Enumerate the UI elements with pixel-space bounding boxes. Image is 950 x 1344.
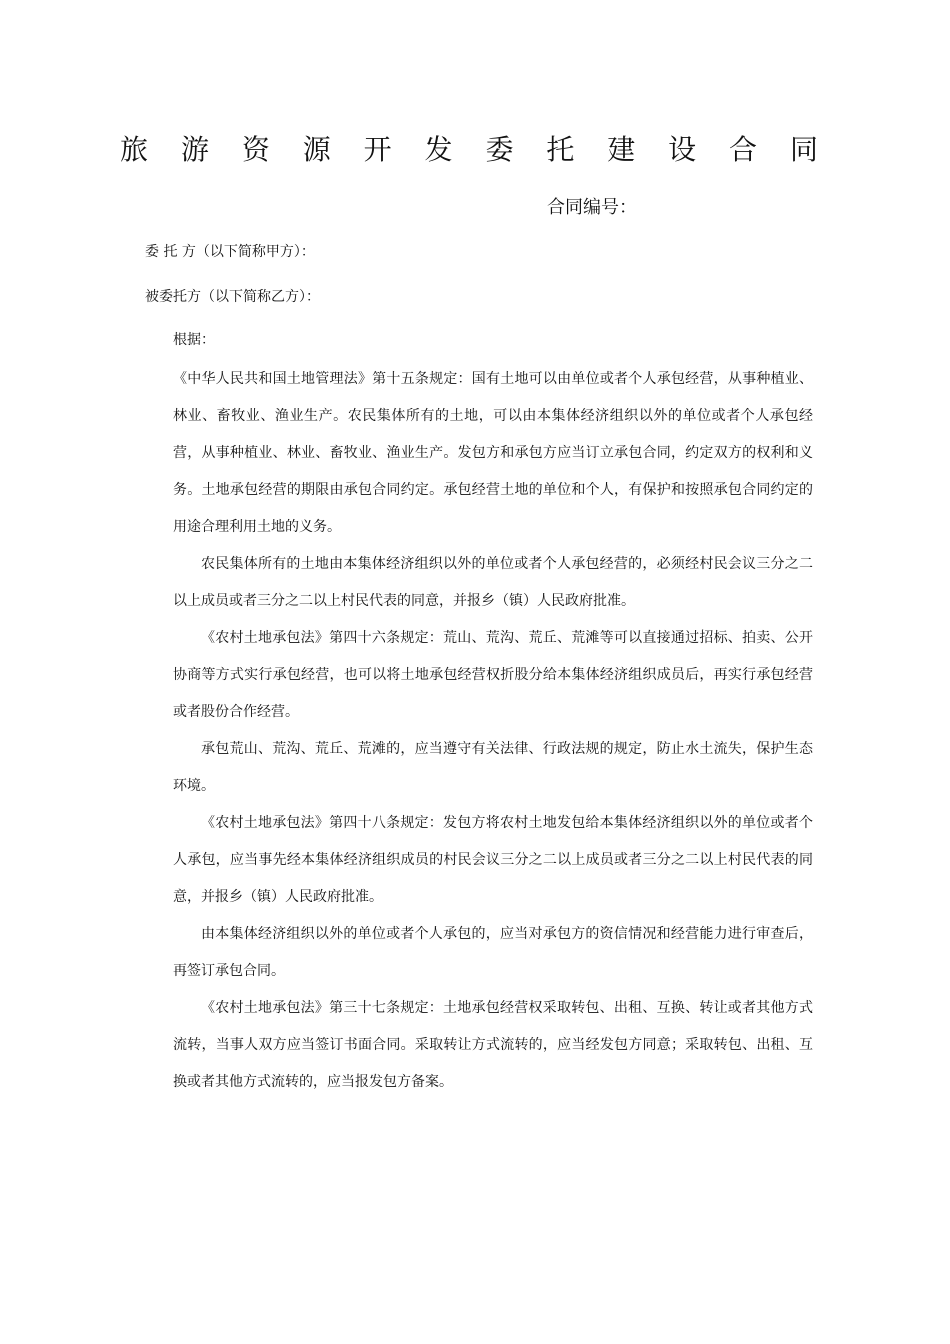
party-b-label: 被委托方（以下简称乙方）： — [145, 289, 320, 305]
party-a-label: 委 托 方（以下简称甲方）： — [145, 244, 315, 260]
legal-basis-body — [173, 361, 813, 1101]
contract-number-label: 合同编号： — [547, 197, 637, 218]
paragraph-article-48: 《农村土地承包法》第四十八条规定：发包方将农村土地发包给本集体经济组织以外的单位或者个人承包，应当事先经本集体经济组织成员的村民会议三分之二以上成员或者三分之二以上村民代表的同意，并报乡（镇）人民政府批准。 — [173, 815, 813, 905]
paragraph-article-46: 《农村土地承包法》第四十六条规定：荒山、荒沟、荒丘、荒滩等可以直接通过招标、拍卖、公开协商等方式实行承包经营，也可以将土地承包经营权折股分给本集体经济组织成员后，再实行承包经营或者股份合作经营。 — [173, 630, 813, 720]
paragraph-collective-land: 农民集体所有的土地由本集体经济组织以外的单位或者个人承包经营的，必须经村民会议三分之二以上成员或者三分之二以上村民代表的同意，并报乡（镇）人民政府批准。 — [173, 556, 813, 609]
paragraph-article-37: 《农村土地承包法》第三十七条规定：土地承包经营权采取转包、出租、互换、转让或者其他方式流转，当事人双方应当签订书面合同。采取转让方式流转的，应当经发包方同意；采取转包、出租、互换或者其他方式流转的，应当报发包方备案。 — [173, 1000, 813, 1090]
paragraph-land-management-law: 《中华人民共和国土地管理法》第十五条规定：国有土地可以由单位或者个人承包经营，从事种植业、林业、畜牧业、渔业生产。农民集体所有的土地，可以由本集体经济组织以外的单位或者个人承包经营，从事种植业、林业、畜牧业、渔业生产。发包方和承包方应当订立承包合同，约定双方的权利和义务。土地承包经营的期限由承包合同约定。承包经营土地的单位和个人，有保护和按照承包合同约定的用途合理利用土地的义务。 — [173, 371, 813, 535]
paragraph-credit-review: 由本集体经济组织以外的单位或者个人承包的，应当对承包方的资信情况和经营能力进行审查后，再签订承包合同。 — [173, 926, 813, 979]
document-title: 旅 游 资 源 开 发 委 托 建 设 合 同 — [120, 133, 830, 166]
basis-label: 根据： — [173, 332, 215, 348]
paragraph-wasteland-protection: 承包荒山、荒沟、荒丘、荒滩的，应当遵守有关法律、行政法规的规定，防止水土流失，保护生态环境。 — [173, 741, 813, 794]
